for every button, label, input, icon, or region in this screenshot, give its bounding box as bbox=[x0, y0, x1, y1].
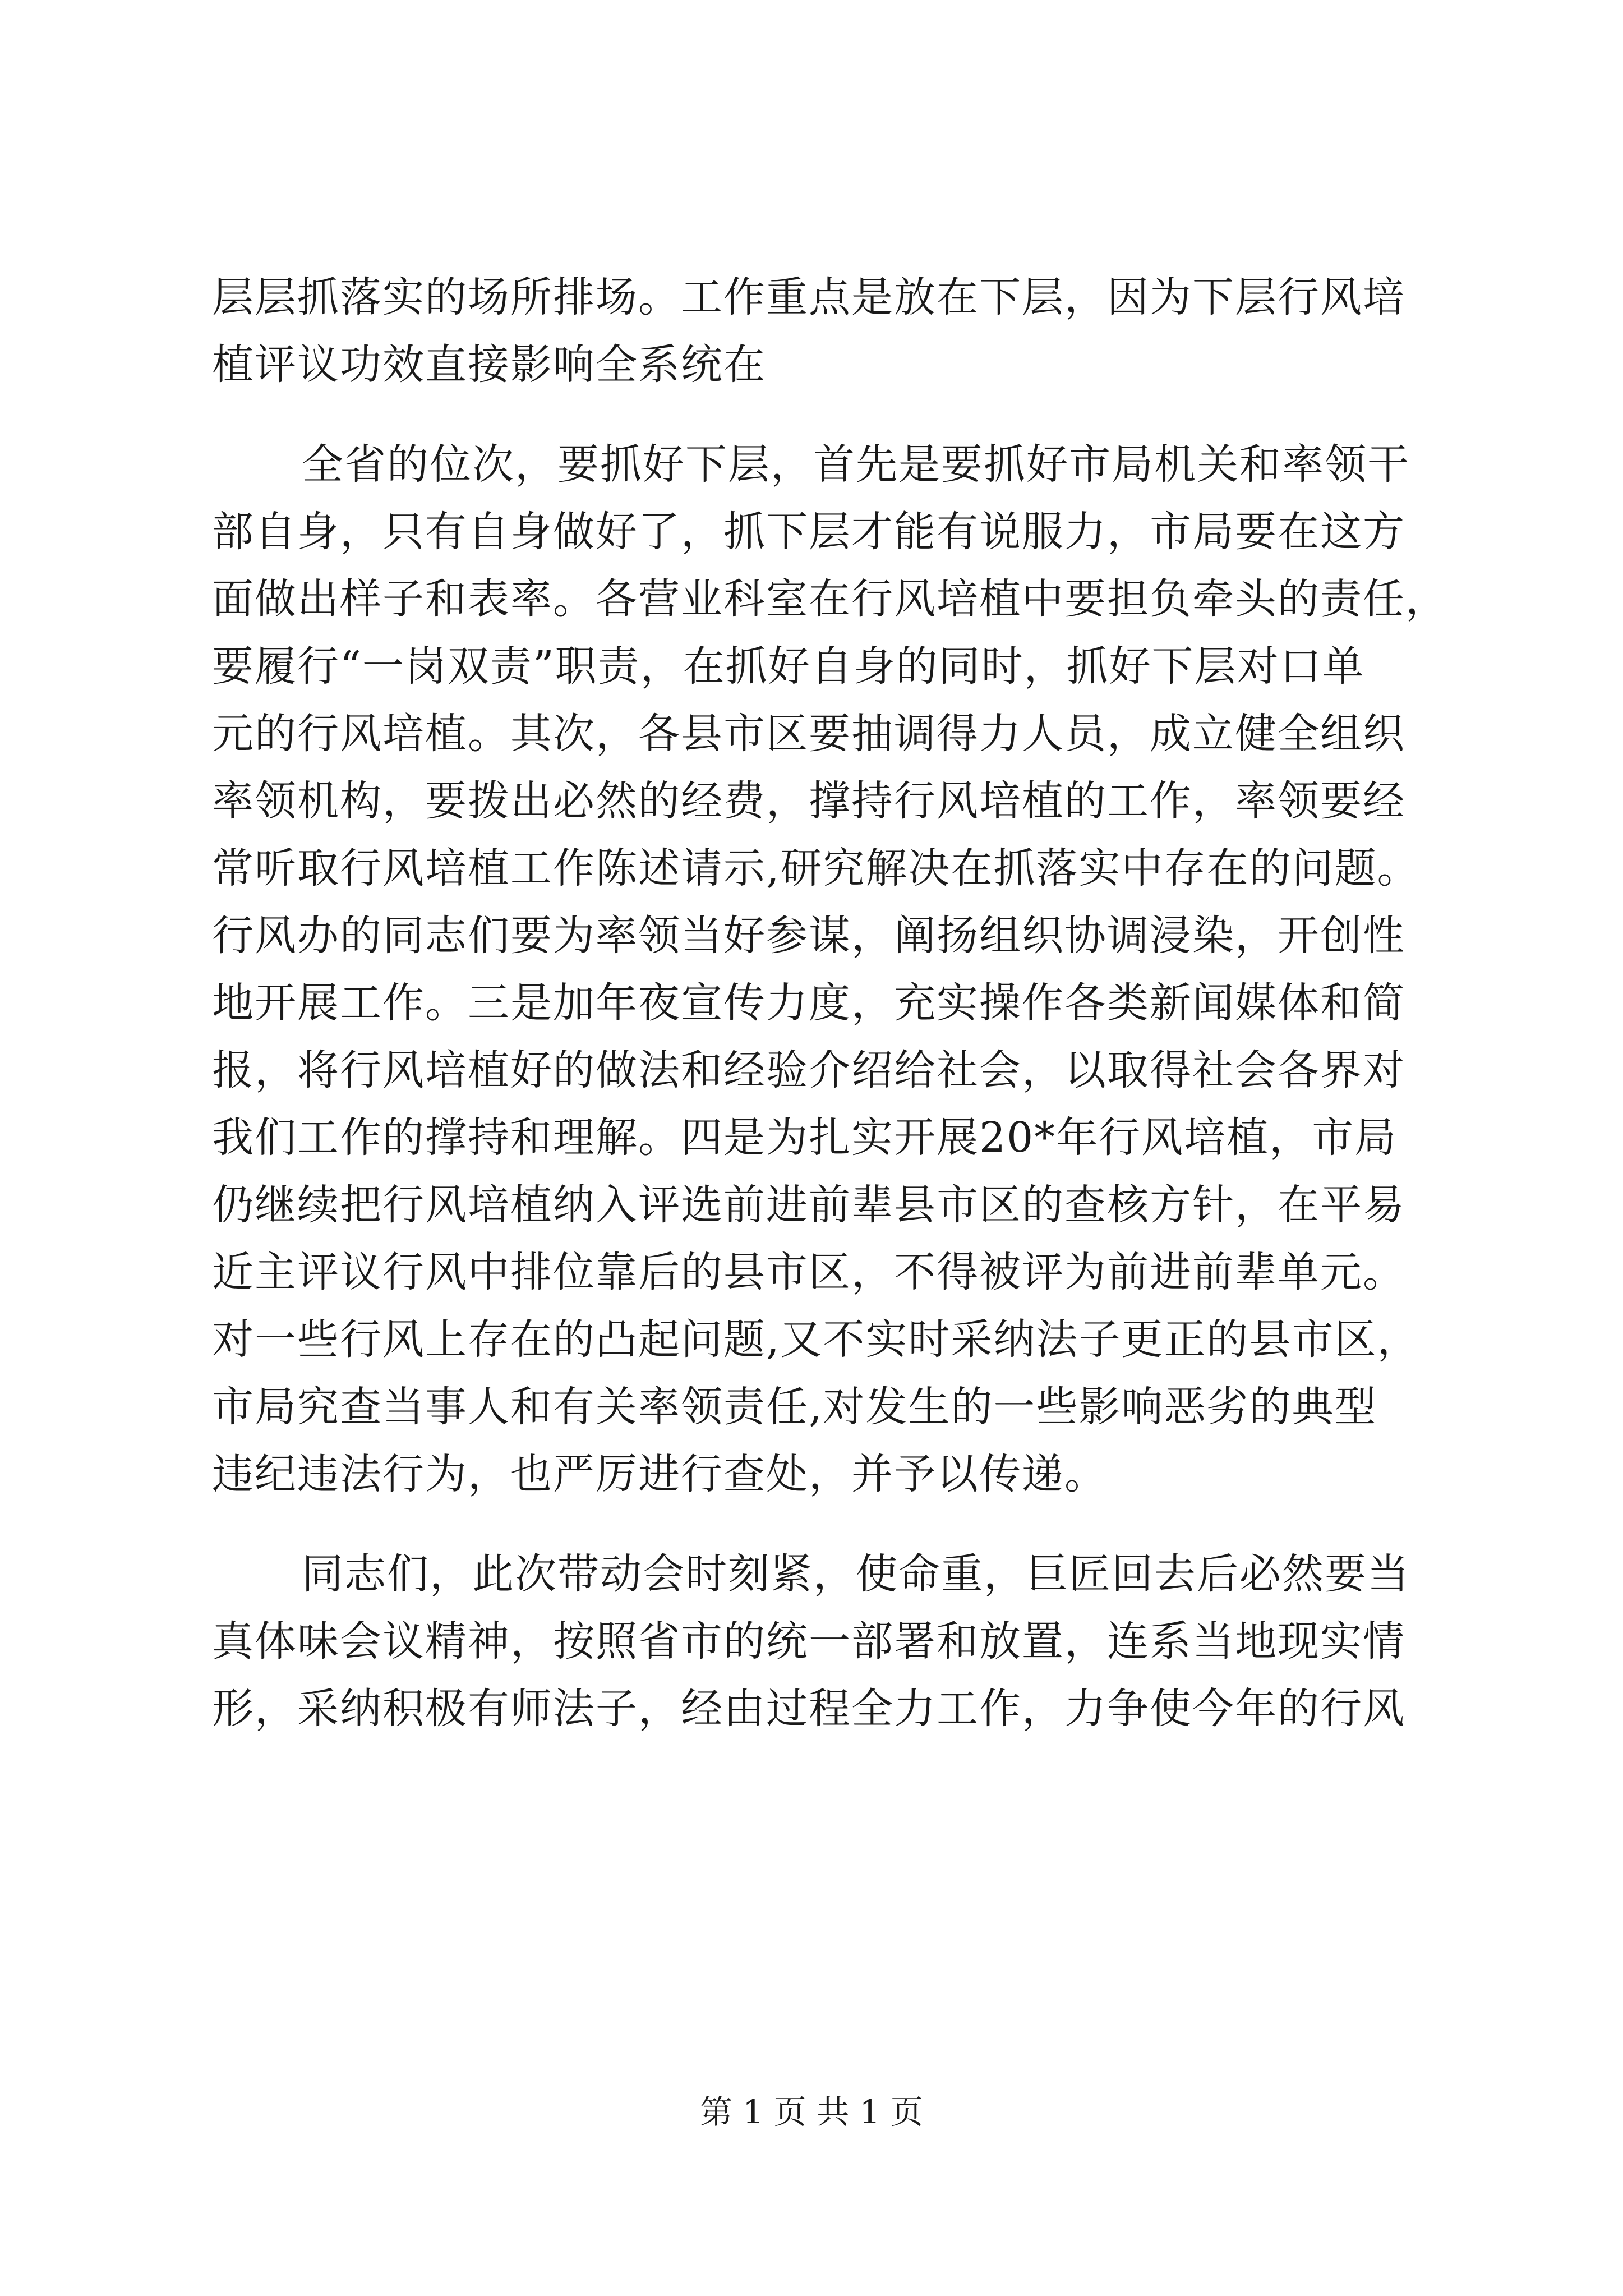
text-line: 报，将行风培植好的做法和经验介绍给社会，以取得社会各界对 bbox=[212, 1046, 1405, 1094]
text-line: 元的行风培植。其次，各县市区要抽调得力人员，成立健全组织 bbox=[212, 710, 1405, 758]
page-footer bbox=[0, 2090, 1623, 2134]
text-line: 率领机构，要拨出必然的经费，撑持行风培植的工作，率领要经 bbox=[212, 777, 1405, 825]
text-line: 地开展工作。三是加年夜宣传力度，充实操作各类新闻媒体和简 bbox=[212, 979, 1405, 1027]
text-line: 近主评议行风中排位靠后的县市区，不得被评为前进前辈单元。 bbox=[212, 1248, 1405, 1296]
text-line: 同志们，此次带动会时刻紧，使命重，巨匠回去后必然要当 bbox=[302, 1550, 1410, 1598]
text-line: 层层抓落实的场所排场。工作重点是放在下层，因为下层行风培 bbox=[212, 273, 1405, 321]
text-line: 部自身，只有自身做好了，抓下层才能有说服力，市局要在这方 bbox=[212, 508, 1405, 556]
text-line: 常听取行风培植工作陈述请示,研究解决在抓落实中存在的问题。 bbox=[212, 844, 1420, 892]
text-line: 违纪违法行为，也严厉进行查处，并予以传递。 bbox=[212, 1450, 1107, 1498]
text-line: 形，采纳积极有师法子，经由过程全力工作，力争使今年的行风 bbox=[212, 1685, 1405, 1733]
text-line: 市局究查当事人和有关率领责任,对发生的一些影响恶劣的典型 bbox=[212, 1383, 1377, 1431]
text-line: 面做出样子和表率。各营业科室在行风培植中要担负牵头的责任， bbox=[212, 575, 1448, 623]
text-line: 我们工作的撑持和理解。四是为扎实开展20*年行风培植，市局 bbox=[212, 1114, 1398, 1162]
text-line: 全省的位次，要抓好下层，首先是要抓好市局机关和率领干 bbox=[302, 440, 1410, 489]
document-body bbox=[212, 264, 1448, 1742]
page-number-label: 第 1 页 共 1 页 bbox=[700, 2093, 923, 2131]
paragraph-3 bbox=[212, 1540, 1423, 1742]
text-line: 行风办的同志们要为率领当好参谋，阐扬组织协调浸染，开创性 bbox=[212, 912, 1405, 960]
text-line: 仍继续把行风培植纳入评选前进前辈县市区的查核方针，在平易 bbox=[212, 1181, 1405, 1229]
text-line: 要履行“一岗双责”职责，在抓好自身的同时，抓好下层对口单 bbox=[212, 642, 1365, 691]
paragraph-1 bbox=[212, 264, 1423, 398]
text-line: 真体味会议精神，按照省市的统一部署和放置，连系当地现实情 bbox=[212, 1617, 1405, 1665]
text-line: 植评议功效直接影响全系统在 bbox=[212, 341, 766, 389]
text-line: 对一些行风上存在的凸起问题,又不实时采纳法子更正的县市区， bbox=[212, 1315, 1420, 1364]
paragraph-2 bbox=[212, 431, 1448, 1508]
